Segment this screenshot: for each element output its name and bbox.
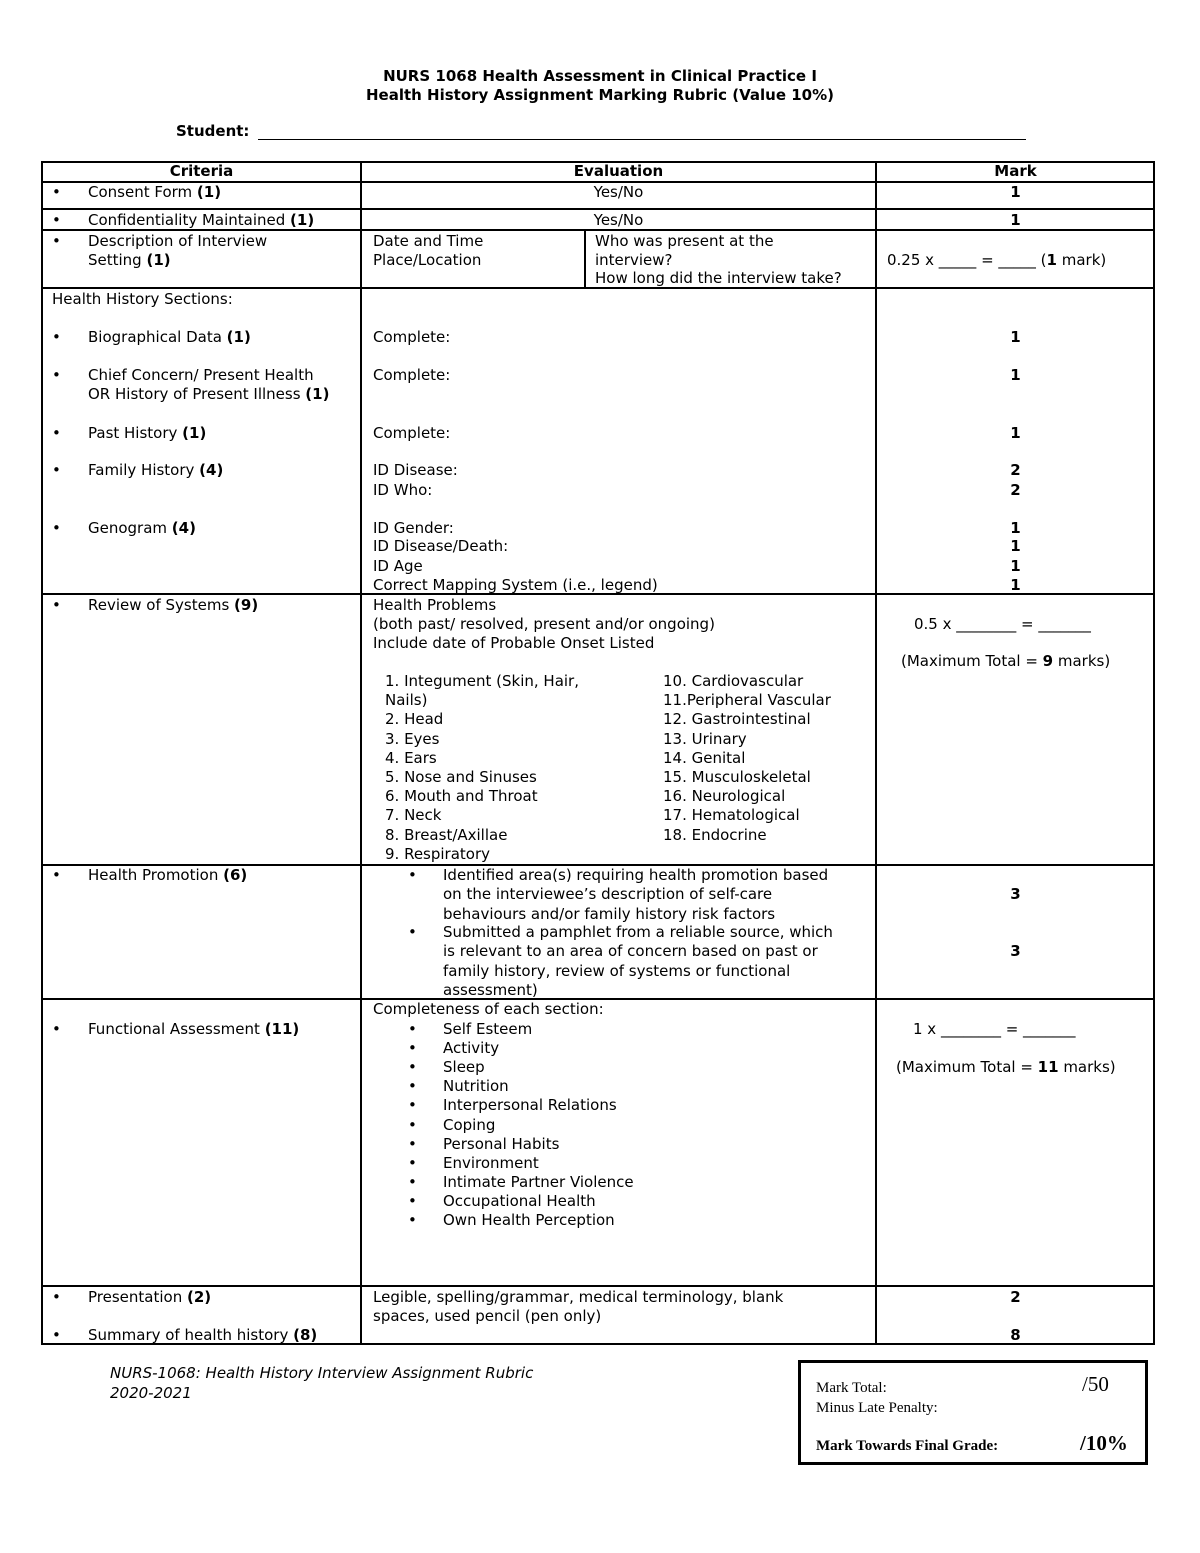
mark-confidentiality: 1 <box>1010 211 1021 229</box>
criteria-consent: • Consent Form (1) <box>88 183 221 202</box>
final-grade-label: Mark Towards Final Grade: <box>816 1438 999 1454</box>
system-item: 17. Hematological <box>663 806 800 825</box>
criteria-genogram: • Genogram (4) <box>88 519 196 538</box>
system-item: 2. Head <box>385 710 444 729</box>
mark-past-history: 1 <box>1010 424 1021 442</box>
eval-chief-concern: Complete: <box>373 366 451 384</box>
row-divider <box>41 1285 1155 1287</box>
eval-ros-line3: Include date of Probable Onset Listed <box>373 634 655 652</box>
mark-family-disease: 2 <box>1010 461 1021 479</box>
system-item: 5. Nose and Sinuses <box>385 768 537 786</box>
system-item: 6. Mouth and Throat <box>385 787 538 806</box>
mark-genogram-legend: 1 <box>1010 576 1021 594</box>
functional-item: • Nutrition <box>443 1077 509 1096</box>
functional-item: • Personal Habits <box>443 1135 559 1154</box>
mark-summary: 8 <box>1010 1326 1021 1344</box>
eval-biographical: Complete: <box>373 328 451 346</box>
mark-ros-max: (Maximum Total = 9 marks) <box>901 652 1111 670</box>
totals-box <box>798 1360 1148 1465</box>
mark-biographical: 1 <box>1010 328 1021 346</box>
eval-genogram-age: ID Age <box>373 557 423 575</box>
eval-setting-place: Place/Location <box>373 251 482 269</box>
functional-item: • Sleep <box>443 1058 485 1077</box>
eval-genogram-legend: Correct Mapping System (i.e., legend) <box>373 576 658 594</box>
criteria-setting: • Description of Interview <box>88 232 267 251</box>
criteria-summary: • Summary of health history (8) <box>88 1326 317 1345</box>
system-item: 13. Urinary <box>663 729 747 748</box>
system-item: 18. Endocrine <box>663 825 767 844</box>
promotion-text-line: is relevant to an area of concern based on past or <box>443 942 818 961</box>
mark-total-value: /50 <box>1082 1372 1109 1396</box>
eval-setting-date: Date and Time <box>373 232 484 250</box>
footer-course: NURS-1068: Health History Interview Assignment Rubric <box>110 1364 534 1382</box>
mark-ros-formula: 0.5 x ________ = _______ <box>914 615 1091 633</box>
final-grade-value: /10% <box>1080 1431 1128 1455</box>
functional-item: • Coping <box>443 1116 495 1135</box>
mark-setting: 0.25 x _____ = _____ (1 mark) <box>887 251 1107 269</box>
promotion-text-line: family history, review of systems or functional <box>443 961 791 980</box>
mark-functional-formula: 1 x ________ = _______ <box>913 1020 1076 1038</box>
mark-genogram-disease: 1 <box>1010 537 1021 555</box>
system-item: 10. Cardiovascular <box>663 672 804 690</box>
eval-family-who: ID Who: <box>373 481 433 499</box>
system-item: 16. Neurological <box>663 787 786 806</box>
eval-setting-who: Who was present at the <box>595 232 774 250</box>
criteria-review-of-systems: • Review of Systems (9) <box>88 596 258 615</box>
footer-year: 2020-2021 <box>110 1384 192 1402</box>
system-item: 3. Eyes <box>385 729 440 748</box>
system-item: 8. Breast/Axillae <box>385 825 508 844</box>
system-item: 11.Peripheral Vascular <box>663 691 831 710</box>
mark-genogram-gender: 1 <box>1010 519 1021 537</box>
criteria-family-history: • Family History (4) <box>88 461 223 480</box>
header-criteria: Criteria <box>169 162 234 180</box>
system-item: 15. Musculoskeletal <box>663 768 811 786</box>
mark-genogram-age: 1 <box>1010 557 1021 575</box>
criteria-biographical: • Biographical Data (1) <box>88 328 251 347</box>
column-divider <box>360 161 362 1345</box>
eval-genogram-gender: ID Gender: <box>373 519 454 537</box>
late-penalty-label: Minus Late Penalty: <box>816 1400 938 1416</box>
criteria-setting-line2: Setting (1) <box>88 251 171 269</box>
criteria-past-history: • Past History (1) <box>88 424 206 443</box>
criteria-health-promotion: • Health Promotion (6) <box>88 866 247 885</box>
functional-item: • Intimate Partner Violence <box>443 1173 634 1192</box>
mark-family-who: 2 <box>1010 481 1021 499</box>
eval-presentation-line1: Legible, spelling/grammar, medical terminology, blank <box>373 1288 784 1306</box>
mark-promotion-identified: 3 <box>1010 885 1021 903</box>
eval-genogram-disease: ID Disease/Death: <box>373 537 509 555</box>
eval-past-history: Complete: <box>373 424 451 442</box>
system-item: 7. Neck <box>385 806 442 825</box>
header-evaluation: Evaluation <box>573 162 664 180</box>
eval-ros-line1: Health Problems <box>373 596 497 614</box>
mark-chief-concern: 1 <box>1010 366 1021 384</box>
promotion-text-line: assessment) <box>443 980 538 999</box>
eval-setting-duration: How long did the interview take? <box>595 269 842 287</box>
eval-functional-intro: Completeness of each section: <box>373 1000 604 1018</box>
system-item: 12. Gastrointestinal <box>663 710 811 729</box>
criteria-chief-concern-line2: OR History of Present Illness (1) <box>88 385 330 403</box>
functional-item: • Own Health Perception <box>443 1211 615 1230</box>
document-subtitle: Health History Assignment Marking Rubric (Value 10%) <box>365 86 835 104</box>
student-name-line <box>258 139 1026 140</box>
criteria-functional-assessment: • Functional Assessment (11) <box>88 1020 299 1039</box>
functional-item: • Occupational Health <box>443 1192 596 1211</box>
promotion-text-line: on the interviewee’s description of self-care <box>443 885 773 904</box>
eval-setting-who-2: interview? <box>595 251 673 269</box>
system-item: 14. Genital <box>663 748 746 767</box>
system-item: 4. Ears <box>385 748 437 767</box>
mark-promotion-pamphlet: 3 <box>1010 942 1021 960</box>
functional-item: • Environment <box>443 1154 539 1173</box>
mark-functional-max: (Maximum Total = 11 marks) <box>896 1058 1116 1076</box>
promotion-text-line: behaviours and/or family history risk factors <box>443 904 776 923</box>
functional-item: • Activity <box>443 1039 499 1058</box>
header-mark: Mark <box>994 162 1037 180</box>
eval-consent: Yes/No <box>593 183 644 201</box>
system-item: Nails) <box>385 691 428 710</box>
row-divider <box>41 208 1155 210</box>
document-title: NURS 1068 Health Assessment in Clinical Practice I <box>383 67 817 85</box>
system-item: 1. Integument (Skin, Hair, <box>385 672 579 690</box>
eval-presentation-line2: spaces, used pencil (pen only) <box>373 1307 602 1325</box>
criteria-chief-concern: • Chief Concern/ Present Health <box>88 366 314 385</box>
functional-item: • Self Esteem <box>443 1020 532 1039</box>
eval-family-disease: ID Disease: <box>373 461 458 479</box>
system-item: 9. Respiratory <box>385 844 491 863</box>
promotion-text-line: • Identified area(s) requiring health promotion based <box>443 866 828 885</box>
column-divider <box>584 230 586 288</box>
eval-confidentiality: Yes/No <box>593 211 644 229</box>
functional-item: • Interpersonal Relations <box>443 1096 617 1115</box>
student-label: Student: <box>176 122 250 140</box>
mark-presentation: 2 <box>1010 1288 1021 1306</box>
mark-total-label: Mark Total: <box>816 1380 887 1396</box>
eval-ros-line2: (both past/ resolved, present and/or ongoing) <box>373 615 715 633</box>
criteria-confidentiality: • Confidentiality Maintained (1) <box>88 211 314 230</box>
criteria-presentation: • Presentation (2) <box>88 1288 211 1307</box>
mark-consent: 1 <box>1010 183 1021 201</box>
promotion-text-line: • Submitted a pamphlet from a reliable source, which <box>443 923 833 942</box>
health-history-sections-label: Health History Sections: <box>52 290 233 308</box>
